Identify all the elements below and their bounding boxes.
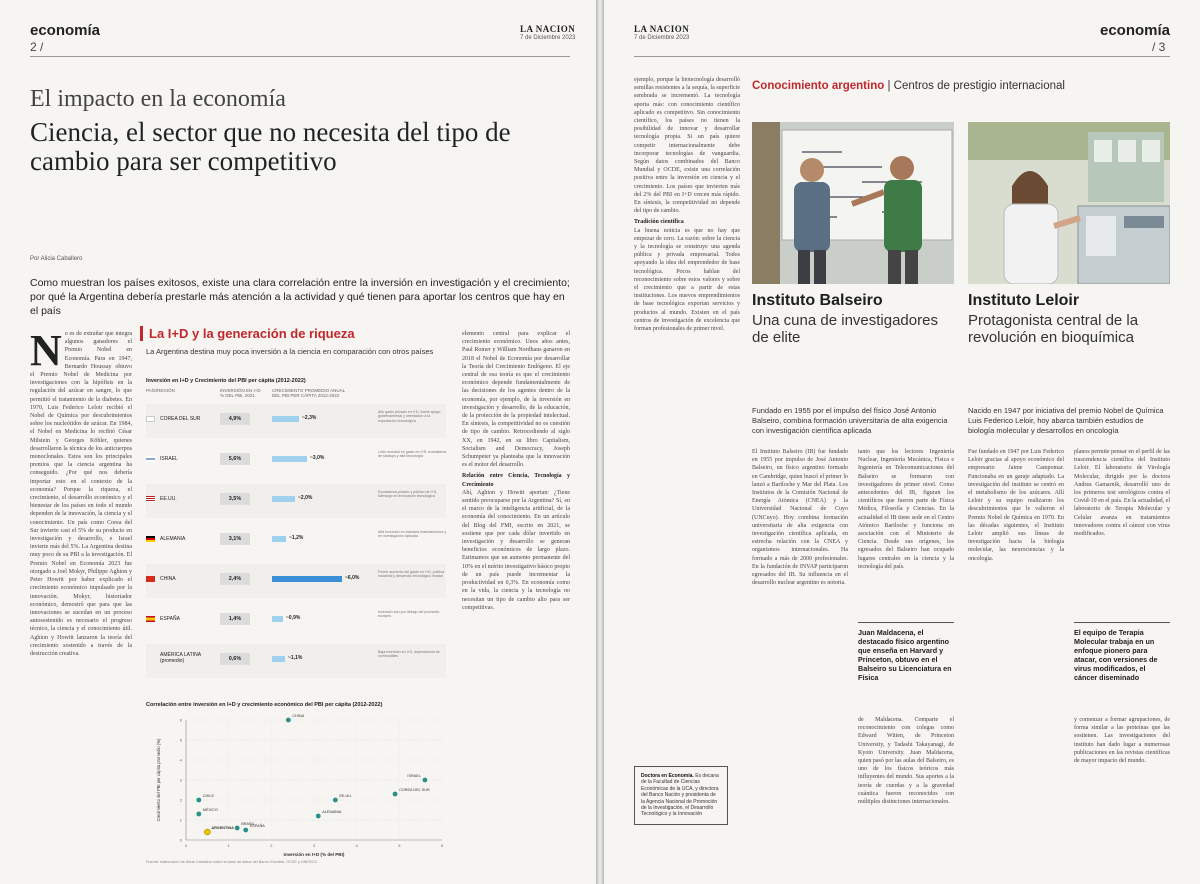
scatter-point — [204, 829, 210, 835]
infographic-title: La I+D y la generación de riqueza — [140, 326, 458, 341]
country-label: ALEMANIA — [160, 536, 186, 542]
masthead: LA NACION — [520, 24, 576, 34]
row-note: Alta inversión en industria manufacturera y en investigación aplicada — [378, 530, 447, 539]
investment-value: 0,6% — [220, 653, 250, 665]
growth-bar-track — [272, 534, 360, 544]
growth-bar — [272, 456, 307, 462]
balseiro-column-a: El Instituto Balseiro (IB) fue fundado en 1955 por impulso de José Antonio Balseiro, un físico argentino formado en Cambridge, quien buscó el primer lo lanzó a Bariloche y Mar del Plata. Los Institutos de la Comisión Nacional de Energía Atómica (CNEA) y la Universidad Nacional de Cuyo (UNCuyo). Hoy combina formación universitaria de alta exigencia con investigación científica aplicada, en estrecha relación con la CNEA y organismos internacionales. Ha formado a más de 2000 profesionales. En la fundación de INVAP participaron egresados del IB. Su influencia en el desarrollo nuclear argentino es notoria. — [752, 449, 848, 587]
growth-bar — [272, 536, 286, 542]
body-column-3 — [462, 330, 570, 870]
scatter-chart — [146, 712, 452, 862]
row-note: Líder mundial en gasto en I+D, ecosistema de startups y alta tecnología — [378, 450, 447, 459]
growth-label: ~2,3% — [302, 415, 317, 421]
left-page — [0, 0, 596, 884]
growth-bar-track — [272, 414, 360, 424]
growth-bar-track — [272, 574, 360, 584]
infographic-subtitle: La Argentina destina muy poca inversión a la ciencia en comparación con otros países — [146, 347, 434, 356]
growth-bar — [272, 576, 342, 582]
leloir-column-c: y comenzar a formar agrupaciones, de forma similar a las proteínas que las sostienen. Las investigaciones del instituto han dado lugar a numerosas publicaciones en las revistas científicas de mayor impacto del mundo. — [1074, 717, 1170, 765]
body-column-1 — [30, 330, 132, 870]
row-note: Alto gasto privado en I+D, fuerte apoyo gubernamental y orientación a la exportación tecnológica — [378, 410, 441, 423]
body-subhead: Relación entre Ciencia, Tecnología y Crecimiento — [462, 473, 570, 488]
x-tick-label: 1 — [227, 843, 230, 848]
balseiro-pull-quote: Juan Maldacena, el destacado físico argentino que enseña en Harvard y Princeton, obtuvo en el Balseiro su Licenciatura en Física — [858, 622, 954, 682]
balseiro-column-b: tanto que los lectores Ingeniería Nuclear, Ingeniería Mecánica, Física e Ingeniería en Telecomunicaciones del Balseiro se formaron con investigadores de primer nivel. Como antecedentes del IB, figuran los científicos que fueron parte de Física Médica, Filosofía y Ciencias. En la actualidad el IB tiene sede en el Centro Atómico Bariloche y funciona en asociación con el Ministerio de Ciencia. Desde sus orígenes, los egresados del Balseiro han ocupado lugares centrales en la ciencia y la tecnología del país. — [858, 449, 954, 570]
growth-bar — [272, 416, 299, 422]
table-row — [146, 604, 446, 638]
scatter-point — [286, 718, 291, 723]
x-tick-label: 0 — [184, 843, 188, 848]
country-label: CHINA — [160, 576, 176, 582]
scatter-point — [235, 826, 240, 831]
flag-icon — [146, 456, 155, 462]
growth-bar-track — [272, 654, 360, 664]
author-bio-title: Doctora en Economía. — [641, 773, 694, 779]
masthead-date: 7 de Diciembre 2023 — [634, 35, 690, 41]
institution-name: Instituto Leloir — [968, 292, 1080, 309]
flag-icon — [146, 416, 155, 422]
scatter-title: Correlación entre inversión en I+D y crecimiento económico del PBI per cápita (2012-2022) — [146, 702, 383, 708]
article-lede: Como muestran los países exitosos, existe una clara correlación entre la inversión en investigación y el crecimiento; por qué la Argentina debería prestarle más atención a la actividad y qué tienen para aportar los centros que hay en el país — [30, 277, 570, 317]
y-tick-label: 6 — [179, 717, 182, 723]
row-note: Inversión aún por debajo del promedio europeo — [378, 610, 440, 619]
institution-description: Nacido en 1947 por iniciativa del premio Nobel de Química Luis Federico Leloir, hoy abarca también estudios de biología molecular y desarrollos en oncología — [968, 406, 1164, 435]
author-bio-text: Es decana de la Facultad de Ciencias Económicas de la UCA, y directora del Banco Nación y presidenta de la Agencia Nacional de Promoción de la Investigación, el Desarrollo Tecnológico y la Innovación — [641, 773, 719, 818]
flag-icon — [146, 536, 155, 542]
scatter-point — [393, 792, 398, 797]
table-row — [146, 484, 446, 518]
banner-subtitle: Centros de prestigio internacional — [893, 80, 1065, 92]
row-note: Fuerte aumento del gasto en I+D, política industrial y desarrollo tecnológico estatal — [378, 570, 445, 579]
institution-tagline: Una cuna de investigadores de elite — [752, 312, 938, 346]
growth-label: ~3,0% — [310, 455, 325, 461]
leloir-column-a: Fue fundado en 1947 por Luis Federico Leloir gracias al apoyo económico del empresario Jaime Campomar. Funcionaba en un garaje adaptado. La investigación del instituto se centró en el metabolismo de los azúcares. Allí Leloir y su equipo realizaron los descubrimientos que le valieron el Premio Nobel de Química en 1970. En las décadas siguientes, el Instituto Leloir amplió sus líneas de investigación hacia la biología molecular, las neurociencias y la oncología. — [968, 449, 1064, 562]
x-tick-label: 5 — [398, 843, 401, 848]
balseiro-photo — [752, 122, 954, 284]
table-row — [146, 524, 446, 558]
table-header-investment: INVERSIÓN EN I+D % DEL PBI, 2021 — [220, 388, 261, 398]
growth-bar — [272, 496, 295, 502]
banner-separator: | — [887, 80, 891, 92]
country-label: AMÉRICA LATINA (promedio) — [160, 652, 201, 664]
row-note: Baja inversión en I+D, dependencia de commodities — [378, 650, 440, 659]
country-label: ESPAÑA — [160, 616, 180, 622]
institution-description: Fundado en 1955 por el impulso del físico José Antonio Balseiro, combina formación universitaria de alta exigencia con investigación científica aplicada — [752, 406, 948, 435]
drop-cap: N — [30, 330, 62, 375]
growth-label: ~6,0% — [345, 575, 360, 581]
body-text: La buena noticia es que no hay que empezar de cero. La razón: sobre la ciencia y la tecnología se construye una agenda pública y privada empresarial. Todos apoyando la idea del emprendedor de base tecnológica. Pocos hablan del reconocimiento sobre estos valores y sobre el crecimiento que a partir de estas instituciones. Los nuevos emprendimientos de base tecnológica exportan servicios y productos al mundo. Existen en el país centros de investigación de excelencia que forman profesionales de primer nivel. — [634, 227, 740, 333]
growth-label: ~2,0% — [298, 495, 313, 501]
x-tick-label: 4 — [355, 843, 358, 848]
y-tick-label: 3 — [179, 777, 182, 783]
country-label: EE.UU. — [160, 496, 177, 502]
table-header-country: PAÍS/REGIÓN — [146, 388, 175, 393]
y-tick-label: 2 — [179, 797, 182, 803]
point-label: ESPAÑA — [249, 824, 265, 828]
x-tick-label: 3 — [312, 843, 316, 848]
body-text: o es de extrañar que integra algunos ganadores el Premio Nobel en Economía. Para en 1947, Bernardo Houssay obtuvo el Premio Nobel de Medicina por investigaciones con la hipófisis en la regulación del azúcar en sangre, lo que permitió el tratamiento de la diabetes. En 1970, Luis Federico Leloir recibió el Nobel de Química por descubrimientos sobre los nucleótidos de azúcar. En 1984, el Nobel en Medicina lo recibió César Milstein y Georges Köhler, quienes desarrollaron la técnica de los anticuerpos monoclonales. Estos son los principales premios que la ciencia argentina ha conseguido. ¿Por qué nos debería importar esto en el contexto de la economía? Porque la riqueza, el crecimiento, el desarrollo económico y el bienestar de los países en todo el mundo dependen de la innovación, la ciencia y el conocimiento. Un país como Corea del Sur invierte casi el 5% de su producto en investigación y desarrollo, e Israel invierte más del 5%. La Argentina destina muy poco de su PBI a la investigación. El Premio Nobel en Economía 2023 fue otorgado a Joel Mokyr, Philippe Aghion y Peter Howitt por haber explicado el crecimiento económico impulsado por la innovación. Mokyr, historiador económico, demostró que para que las innovaciones se sucedan en un proceso autosostenido es necesario el progreso técnico, la ciencia y el conocimiento útil. Aghion y Howitt lanzaron la teoría del crecimiento sostenido a través de la destrucción creativa. — [30, 331, 132, 657]
scatter-point — [196, 812, 201, 817]
growth-bar-track — [272, 454, 360, 464]
section-label: economía — [30, 22, 101, 39]
x-tick-label: 6 — [440, 843, 444, 848]
author-bio-box — [634, 766, 728, 825]
y-tick-label: 0 — [179, 837, 182, 843]
scatter-point — [316, 814, 321, 819]
point-label: COREA DEL SUR — [399, 788, 430, 792]
point-label: MÉXICO — [202, 808, 218, 812]
scatter-point — [333, 798, 338, 803]
investment-value: 4,9% — [220, 413, 250, 425]
leloir-photo — [968, 122, 1170, 284]
flag-icon — [146, 616, 155, 622]
body-subhead: Tradición científica — [634, 219, 684, 226]
institution-tagline: Protagonista central de la revolución en bioquímica — [968, 312, 1139, 346]
body-text: Ahí, Aghion y Howitt aportan: ¿Tiene sentido preocuparse por la Argentina? Sí, en el marco de la inteligencia artificial, de la economía del conocimiento. En un artículo del Blog del FMI, escrito en 2021, se sostiene que por cada dólar invertido en investigación y desarrollo se generan beneficios económicos de largo plazo. Estimamos que un aumento permanente del 10% en el mérito investigativo básico propio de un país puede incrementar la productividad en 0,3%. En economía como en la vida, la ciencia y la tecnología no necesitan un tipo de cambio alto para ser competitivas. — [462, 489, 570, 611]
article-headline: Ciencia, el sector que no necesita del tipo de cambio para ser competitivo — [30, 117, 511, 176]
y-tick-label: 1 — [179, 817, 182, 823]
table-row — [146, 444, 446, 478]
leloir-pull-quote: El equipo de Terapia Molecular trabaja en un enfoque pionero para atacar, con versiones de virus modificados, el cáncer diseminado — [1074, 622, 1170, 682]
flag-icon — [146, 656, 155, 662]
infographic — [140, 326, 458, 866]
growth-bar-track — [272, 614, 360, 624]
institution-name: Instituto Balseiro — [752, 292, 883, 309]
country-label: ISRAEL — [160, 456, 178, 462]
byline: Por Alicia Caballero — [30, 256, 83, 262]
header-rule — [634, 56, 1170, 57]
banner-highlight: Conocimiento argentino — [752, 80, 885, 92]
scatter-point — [423, 778, 428, 783]
right-page — [604, 0, 1200, 884]
header-rule — [30, 56, 570, 57]
x-tick-label: 2 — [270, 843, 273, 848]
section-label: economía — [1100, 22, 1171, 39]
growth-label: ~0,9% — [286, 615, 301, 621]
body-column-continued — [634, 76, 740, 876]
growth-bar — [272, 656, 285, 662]
growth-bar-track — [272, 494, 360, 504]
special-section-banner — [752, 80, 1152, 92]
investment-value: 5,6% — [220, 453, 250, 465]
growth-bar — [272, 616, 283, 622]
balseiro-column-c: de Maldacena. Comparte el reconocimiento con colegas como Edward Witten, de Princeton University, y Tadashi Takayanagi, de Kyoto University. Juan Maldacena, quien pasó por las aulas del Balseiro, es uno de los físicos teóricos más influyentes del mundo. Sus aportes a la teoría de cuerdas y a la gravedad cuántica fueron reconocidos con múltiples distinciones internacionales. — [858, 717, 954, 806]
investment-value: 1,4% — [220, 613, 250, 625]
growth-label: ~1,1% — [288, 655, 303, 661]
body-text: elemento central para explicar el crecimiento económico. Unos años antes, Paul Romer y William Nordhaus ganaron en 2018 el Nobel de Economía por desarrollar la Teoría del Crecimiento Endógeno. El eje central de esa teoría es que el crecimiento económico depende fundamentalmente de las decisiones de los agentes dentro de la economía, por ejemplo, de la inversión en investigación y desarrollo, de la educación, de la protección de la propiedad intelectual. En síntesis, la competitividad no es cuestión de tipo de cambio. Retrocediendo al siglo XX, en 1942, en su libro Capitalism, Socialism and Democracy, Joseph Schumpeter ya planteaba que la innovación es el motor del desarrollo. — [462, 331, 570, 469]
page-number: / 3 — [1152, 40, 1166, 54]
point-label: ALEMANIA — [322, 810, 342, 814]
table-header-growth: CRECIMIENTO PROMEDIO ANUAL DEL PBI PER CÁPITA 2012-2022 — [272, 388, 346, 398]
row-note: Ecosistema privado y público de I+D, liderazgo en innovación tecnológica — [378, 490, 438, 499]
article-kicker: El impacto en la economía — [30, 86, 286, 112]
investment-value: 3,5% — [220, 493, 250, 505]
masthead: LA NACION — [634, 24, 690, 34]
scatter-point — [243, 828, 248, 833]
flag-icon — [146, 496, 155, 502]
y-axis-label: Crecimiento del PBI per cápita promedio (%) — [156, 738, 161, 822]
page-number: 2 / — [30, 40, 44, 54]
investment-value: 2,4% — [220, 573, 250, 585]
y-tick-label: 5 — [179, 737, 182, 743]
body-text: ejemplo, porque la biotecnología desarrolló semillas resistentes a la sequía, la superficie sembrada se incrementó. La tecnología aporta más: con conocimiento científico aplicado es competitivo. Sin conocimiento científico, los países no tienen la posibilidad de innovar y desarrollar tecnología propia. Si un país quiere competir internacionalmente debe incorporar tecnologías de vanguardia. Según datos combinados del Banco Mundial y OCDE, existe una correlación positiva entre la inversión en ciencia y el crecimiento. Los países que invierten más del 2% del PBI en I+D crecen más rápido. En síntesis, la competitividad no depende del tipo de cambio. — [634, 77, 740, 215]
scatter-point — [196, 798, 201, 803]
country-label: COREA DEL SUR — [160, 416, 201, 422]
table-row — [146, 644, 446, 678]
investment-value: 3,1% — [220, 533, 250, 545]
leloir-column-b: planos permite pensar en el perfil de las trascendencia científica del Instituto Leloir. El laboratorio de Virología Molecular, dirigido por la doctora Andrea Gamarnik, desarrolló uno de los primeros test serológicos contra el Covid-19 en el país. En la actualidad, el laboratorio de Terapia Molecular y Celular avanza en tratamientos innovadores contra el cáncer con virus modificados. — [1074, 449, 1170, 538]
point-label: EE.UU. — [339, 794, 353, 798]
point-label: CHILE — [202, 794, 214, 798]
table-row — [146, 404, 446, 438]
table-title: Inversión en I+D y Crecimiento del PBI per cápita (2012-2022) — [146, 378, 306, 384]
x-axis-label: Inversión en I+D (% del PBI) — [283, 852, 345, 857]
y-tick-label: 4 — [179, 757, 182, 763]
point-label: ARGENTINA — [211, 826, 234, 830]
growth-label: ~1,2% — [289, 535, 304, 541]
point-label: CHINA — [292, 714, 305, 718]
page-gutter — [596, 0, 604, 884]
point-label: BRASIL — [241, 822, 255, 826]
chart-source: Fuente: elaboración de Alicia Caballero sobre la base de datos del Banco Mundial, OCDE y UNESCO — [146, 860, 318, 864]
point-label: ISRAEL — [407, 774, 421, 778]
flag-icon — [146, 576, 155, 582]
table-row — [146, 564, 446, 598]
masthead-date: 7 de Diciembre 2023 — [520, 35, 576, 41]
